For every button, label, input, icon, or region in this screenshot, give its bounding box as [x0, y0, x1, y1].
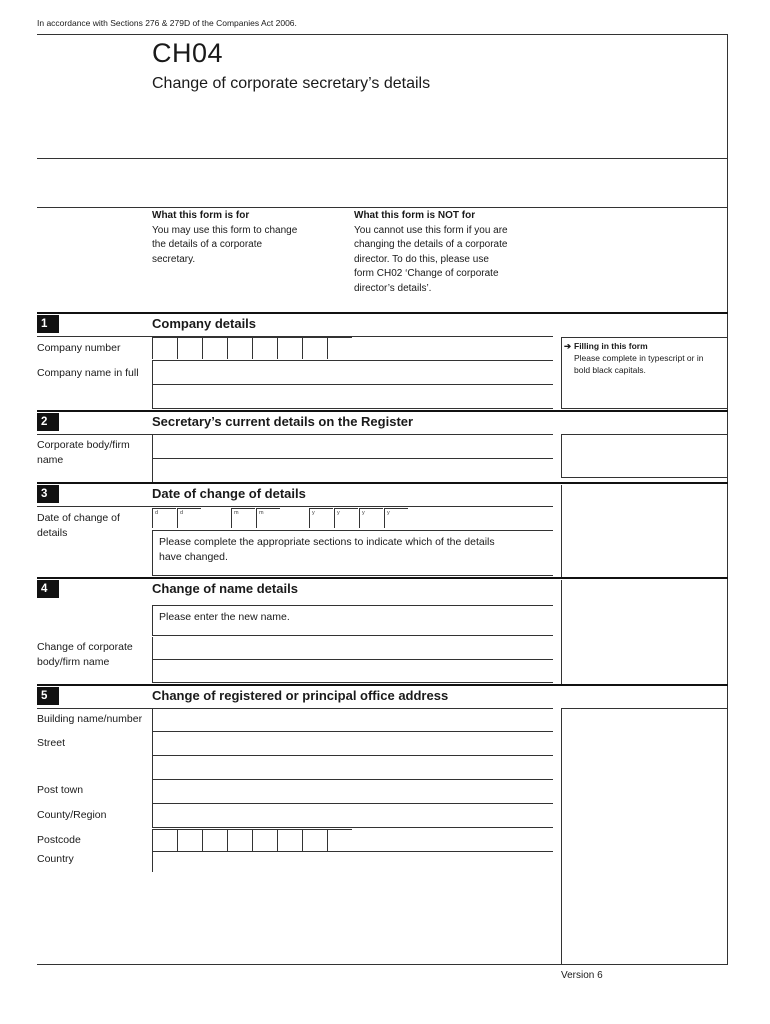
for-text-line: You may use this form to change [152, 224, 298, 236]
section-3-title: Date of change of details [152, 486, 306, 501]
not-for-text-line: director’s details’. [354, 282, 432, 294]
intro-top-rule [37, 207, 728, 208]
filling-text-line: bold black capitals. [574, 365, 646, 375]
company-name-label: Company name in full [37, 367, 139, 379]
new-name-instruction: Please enter the new name. [159, 611, 290, 623]
building-label: Building name/number [37, 713, 143, 725]
company-name-input-line-1[interactable] [152, 361, 553, 385]
label-line: name [37, 454, 64, 466]
street-input-line-2[interactable] [152, 756, 553, 780]
date-year-box[interactable]: y [384, 508, 408, 528]
section-number: 2 [37, 413, 59, 431]
new-name-input-line-2[interactable] [152, 660, 553, 683]
section-1-rule [37, 312, 728, 314]
footer-rule [37, 964, 728, 965]
street-label: Street [37, 737, 66, 749]
digit-box[interactable] [277, 337, 302, 359]
label-line: Corporate body/firm [37, 439, 130, 451]
postcode-input[interactable] [152, 829, 352, 851]
section-number: 3 [37, 485, 59, 503]
filling-guidance-box [561, 337, 728, 409]
postcode-char-box[interactable] [227, 829, 252, 851]
change-instruction-box [152, 531, 553, 576]
section-3-field-rule [37, 506, 553, 507]
not-for-text-line: changing the details of a corporate [354, 239, 508, 250]
digit-box[interactable] [177, 337, 202, 359]
section-4-side-line [561, 580, 562, 684]
section-4-rule [37, 577, 728, 579]
not-for-text-line: You cannot use this form if you are [354, 224, 508, 236]
section-2-side-box [561, 434, 728, 478]
post-town-label: Post town [37, 784, 84, 796]
for-heading: What this form is for [152, 210, 250, 221]
digit-box[interactable] [202, 337, 227, 359]
label-line: details [37, 527, 68, 539]
corporate-body-name-label [37, 438, 130, 468]
section-1-title: Company details [152, 316, 257, 331]
section-5-title: Change of registered or principal office address [152, 688, 449, 703]
company-number-input[interactable] [152, 337, 352, 359]
postcode-char-box[interactable] [327, 829, 352, 851]
postcode-char-box[interactable] [202, 829, 227, 851]
postcode-label: Postcode [37, 834, 81, 846]
for-text-line: the details of a corporate [152, 239, 263, 250]
form-purpose-block [152, 209, 342, 267]
page-right-border [727, 34, 728, 964]
new-name-label [37, 640, 133, 670]
section-number: 1 [37, 315, 59, 333]
for-text-line: secretary. [152, 253, 196, 265]
postcode-char-box[interactable] [302, 829, 327, 851]
section-2-rule [37, 410, 728, 412]
section-3-side-line [561, 485, 562, 577]
new-name-instruction-box [152, 606, 553, 636]
street-input-line-1[interactable] [152, 732, 553, 756]
header-bottom-rule [37, 158, 728, 159]
label-line: body/firm name [37, 656, 110, 668]
county-input[interactable] [152, 804, 553, 828]
postcode-char-box[interactable] [177, 829, 202, 851]
act-reference: In accordance with Sections 276 & 279D of the Companies Act 2006. [37, 18, 297, 28]
not-for-text-line: director. To do this, please use [354, 253, 489, 265]
date-of-change-label [37, 511, 120, 541]
building-input[interactable] [152, 709, 553, 732]
not-for-text-line: form CH02 ‘Change of corporate [354, 268, 499, 279]
current-name-input-line-2[interactable] [152, 459, 553, 483]
section-4-title: Change of name details [152, 581, 298, 596]
form-code: CH04 [152, 38, 224, 68]
not-for-heading: What this form is NOT for [354, 210, 476, 221]
date-day-box[interactable]: d [177, 508, 201, 528]
current-name-input-line-1[interactable] [152, 435, 553, 459]
postcode-char-box[interactable] [252, 829, 277, 851]
new-name-input-line-1[interactable] [152, 637, 553, 660]
digit-box[interactable] [227, 337, 252, 359]
filling-heading: Filling in this form [574, 341, 648, 351]
section-3-rule [37, 482, 728, 484]
section-number: 5 [37, 687, 59, 705]
date-day-box[interactable]: d [152, 508, 176, 528]
section-5-rule [37, 684, 728, 686]
filling-text-line: Please complete in typescript or in [574, 353, 704, 363]
digit-box[interactable] [252, 337, 277, 359]
date-month-box[interactable]: m [256, 508, 280, 528]
date-year-box[interactable]: y [334, 508, 358, 528]
postcode-char-box[interactable] [152, 829, 177, 851]
instruction-line: have changed. [159, 551, 228, 563]
date-month-box[interactable]: m [231, 508, 255, 528]
company-name-input-line-2[interactable] [152, 385, 553, 409]
postcode-char-box[interactable] [277, 829, 302, 851]
label-line: Change of corporate [37, 641, 133, 653]
label-line: Date of change of [37, 512, 120, 524]
version-label: Version 6 [561, 970, 603, 981]
arrow-icon: ➔ [564, 341, 572, 351]
instruction-line: Please complete the appropriate sections to indicate which of the details [159, 536, 495, 548]
post-town-input[interactable] [152, 780, 553, 804]
country-input[interactable] [152, 852, 153, 872]
country-label: Country [37, 853, 74, 865]
digit-box[interactable] [302, 337, 327, 359]
form-not-for-block [354, 209, 554, 296]
section-5-side-line [561, 708, 562, 964]
date-year-box[interactable]: y [309, 508, 333, 528]
digit-box[interactable] [327, 337, 352, 359]
county-label: County/Region [37, 809, 107, 821]
country-top-rule [152, 851, 553, 852]
digit-box[interactable] [152, 337, 177, 359]
section-5-side-rule [561, 708, 728, 709]
date-year-box[interactable]: y [359, 508, 383, 528]
header-top-rule [37, 34, 728, 35]
section-2-title: Secretary’s current details on the Register [152, 414, 414, 429]
company-number-label: Company number [37, 342, 121, 354]
section-number: 4 [37, 580, 59, 598]
form-title: Change of corporate secretary’s details [152, 75, 431, 92]
